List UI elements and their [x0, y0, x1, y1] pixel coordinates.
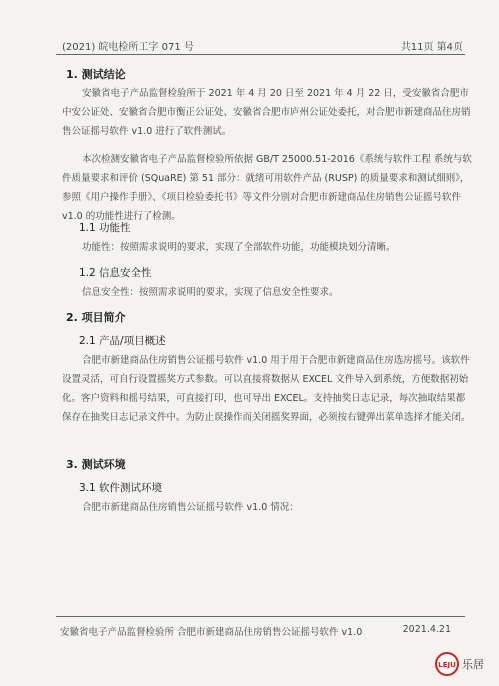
- section-1-title: 1. 测试结论: [66, 68, 126, 81]
- logo-text: 乐居: [462, 658, 484, 671]
- document-number: (2021) 皖电检所工字 071 号: [62, 42, 194, 53]
- page-footer: [60, 624, 463, 638]
- section-1-paragraph-2: 本次检测安徽省电子产品监督检验所依据 GB/T 25000.51-2016《系统与软件工程 系统与软件质量要求和评价 (SQuaRE) 第 51 部分：就绪可用软件产品 (RUSP) 的质量要求和测试细则》，参照《用户操作手册》、《项目检验委托书》等文件分别对合肥市新建商品住房销售公证摇号软件 v1.0 的功能性进行了检测。: [62, 154, 472, 222]
- section-1-paragraph-1: 安徽省电子产品监督检验所于 2021 年 4 月 20 日至 2021 年 4 月 22 日，受安徽省合肥市中安公证处、安徽省合肥市衡正公证处、安徽省合肥市庐州公证处委托，对合肥市新建商品住房销售公证摇号软件 v1.0 进行了软件测试。: [62, 88, 471, 137]
- logo-mark: LEJU: [438, 661, 456, 669]
- section-2-1-title: 2.1 产品/项目概述: [79, 335, 166, 347]
- footer-rule: [56, 616, 465, 617]
- section-1-1-title: 1.1 功能性: [79, 222, 131, 234]
- section-2-title: 2. 项目简介: [66, 311, 126, 324]
- section-1-1-paragraph: 功能性：按照需求说明的要求，实现了全部软件功能，功能模块划分清晰。: [82, 242, 396, 253]
- page-info: 共11页 第4页: [400, 42, 463, 53]
- section-1-2-title: 1.2 信息安全性: [79, 267, 152, 279]
- footer-date: 2021.4.21: [402, 624, 451, 635]
- footer-org-product: 安徽省电子产品监督检验所 合肥市新建商品住房销售公证摇号软件 v1.0: [60, 627, 363, 638]
- section-3-title: 3. 测试环境: [66, 458, 126, 471]
- header-rule: [56, 54, 465, 55]
- section-3-1-paragraph: 合肥市新建商品住房销售公证摇号软件 v1.0 情况：: [82, 502, 299, 513]
- section-2-1-paragraph: 合肥市新建商品住房销售公证摇号软件 v1.0 用于用于合肥市新建商品住房选房摇号。该软件设置灵活，可自行设置摇奖方式参数。可以直接将数据从 EXCEL 文件导入到系统，方便数据初始化。客户资料和摇号结果，可直接打印，也可导出 EXCEL。支持抽奖日志记录，每次抽取结果都保存在抽奖日志记录文件中。为防止误操作而关闭摇奖界面，必须按右键弹出菜单选择才能关闭。: [62, 355, 471, 423]
- section-1-2-paragraph: 信息安全性：按照需求说明的要求，实现了信息安全性要求。: [82, 287, 339, 298]
- leju-logo-icon: [434, 649, 498, 679]
- section-3-1-title: 3.1 软件测试环境: [79, 482, 163, 494]
- page-header: [62, 38, 463, 53]
